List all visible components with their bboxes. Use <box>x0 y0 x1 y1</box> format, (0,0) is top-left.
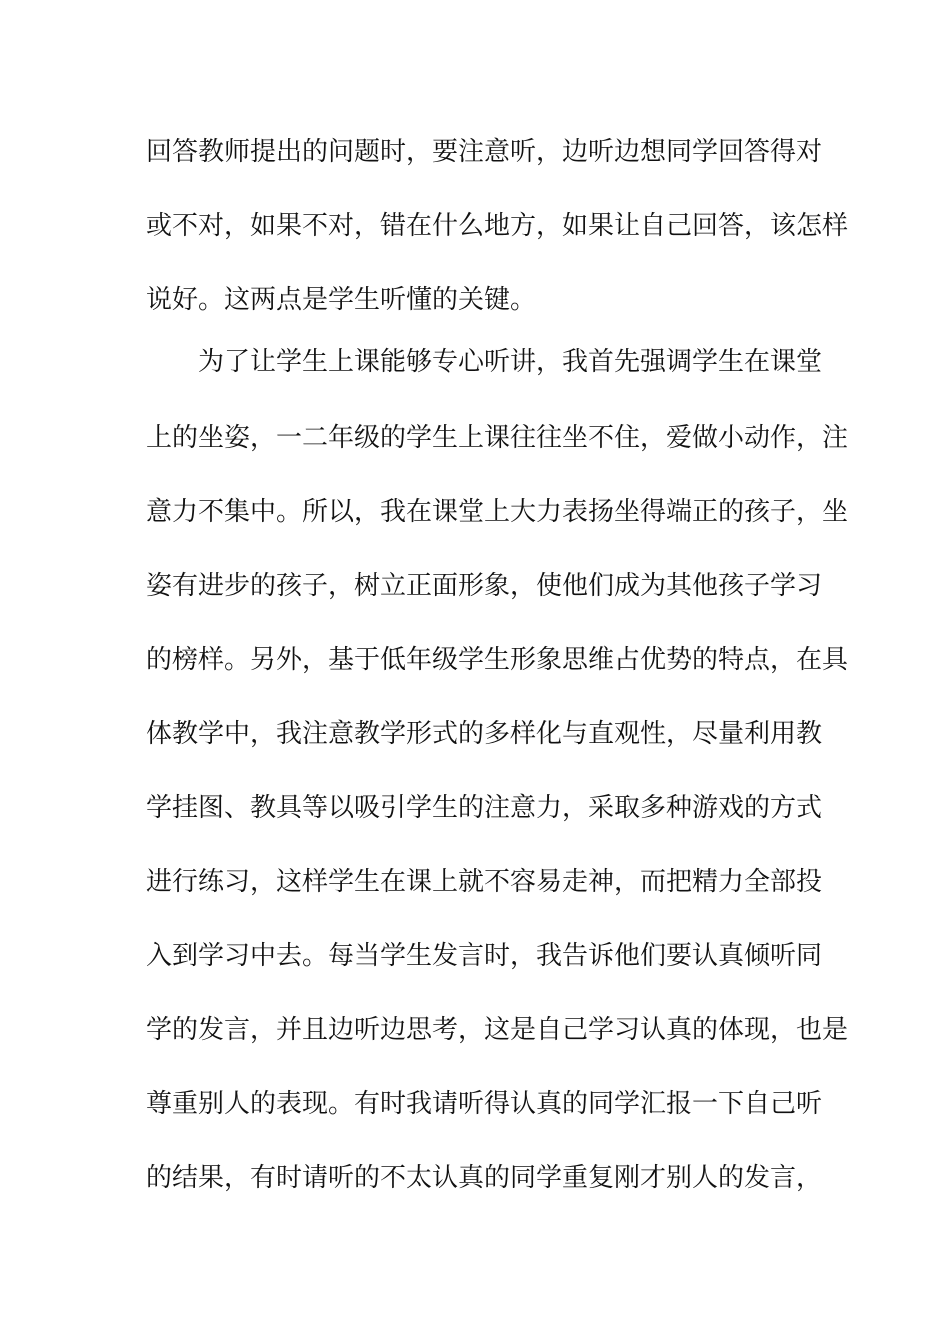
text-line-9: 体教学中，我注意教学形式的多样化与直观性，尽量利用教 <box>146 719 823 749</box>
text-line-4: 为了让学生上课能够专心听讲，我首先强调学生在课堂 <box>198 347 823 377</box>
text-line-5: 上的坐姿，一二年级的学生上课往往坐不住，爱做小动作，注 <box>146 423 849 453</box>
text-line-12: 入到学习中去。每当学生发言时，我告诉他们要认真倾听同 <box>146 941 823 971</box>
text-line-2: 或不对，如果不对，错在什么地方，如果让自己回答，该怎样 <box>146 211 849 241</box>
text-line-6: 意力不集中。所以，我在课堂上大力表扬坐得端正的孩子，坐 <box>146 497 849 527</box>
text-line-14: 尊重别人的表现。有时我请听得认真的同学汇报一下自己听 <box>146 1089 823 1119</box>
text-line-11: 进行练习，这样学生在课上就不容易走神，而把精力全部投 <box>146 867 823 897</box>
text-line-1: 回答教师提出的问题时，要注意听，边听边想同学回答得对 <box>146 137 823 167</box>
text-line-8: 的榜样。另外，基于低年级学生形象思维占优势的特点，在具 <box>146 645 849 675</box>
text-line-13: 学的发言，并且边听边思考，这是自己学习认真的体现，也是 <box>146 1015 849 1045</box>
text-line-7: 姿有进步的孩子，树立正面形象，使他们成为其他孩子学习 <box>146 571 823 601</box>
text-line-10: 学挂图、教具等以吸引学生的注意力，采取多种游戏的方式 <box>146 793 823 823</box>
text-line-3: 说好。这两点是学生听懂的关键。 <box>146 285 537 315</box>
text-line-15: 的结果，有时请听的不太认真的同学重复刚才别人的发言， <box>146 1163 823 1193</box>
